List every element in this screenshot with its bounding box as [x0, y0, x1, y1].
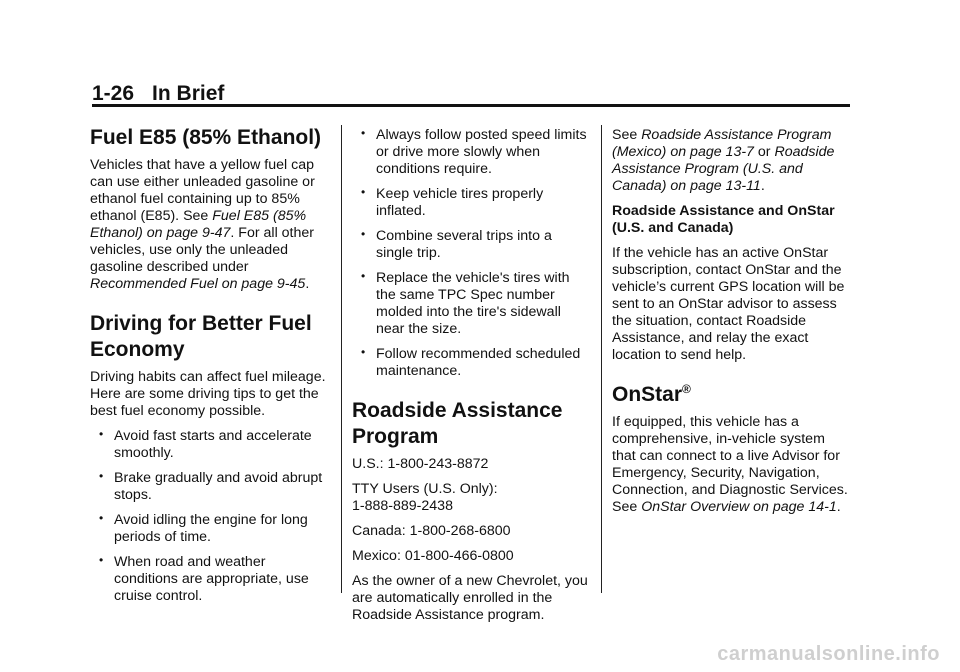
page-number: 1-26	[92, 82, 135, 105]
roadside-onstar-subheading: Roadside Assistance and OnStar (U.S. and Canada)	[612, 203, 835, 236]
column-2	[352, 127, 592, 632]
owner-paragraph: As the owner of a new Chevrolet, you are automatically enrolled in the Roadside Assistance program.	[352, 573, 588, 623]
list-item: • When road and weather conditions are appropriate, use cruise control.	[99, 553, 309, 604]
fuel-e85-paragraph: Vehicles that have a yellow fuel cap can use either unleaded gasoline or ethanol fuel containing up to 85% ethanol (E85). See Fuel E85 (85% Ethanol) on page 9-47. For all other vehicles, use only the unleaded gasoline described under Recommended Fuel on page 9-45.	[90, 157, 315, 292]
bullet-icon: •	[361, 345, 366, 359]
list-item: • Avoid idling the engine for long periods of time.	[99, 511, 308, 545]
driving-tips-list	[90, 428, 333, 605]
section-title: In Brief	[152, 82, 225, 105]
bullet-icon: •	[361, 227, 366, 241]
roadside-us-ref-link[interactable]: Roadside Assistance Program (U.S. and Canada) on page 13-11	[612, 144, 835, 194]
list-item: • Follow recommended scheduled maintenance.	[361, 345, 581, 379]
driving-tips-list-continued	[352, 127, 592, 380]
watermark: carmanualsonline.info	[717, 643, 940, 665]
list-item: • Replace the vehicle's tires with the same TPC Spec number molded into the tire's sidewall near the size.	[361, 269, 570, 337]
roadside-ref-paragraph: See Roadside Assistance Program (Mexico) on page 13-7 or Roadside Assistance Program (U.S. and Canada) on page 13-11.	[612, 127, 835, 194]
tty-phone: 1-888-889-2438	[352, 498, 453, 514]
driving-paragraph: Driving habits can affect fuel mileage. Here are some driving tips to get the best fuel economy possible.	[90, 369, 326, 419]
onstar-active-paragraph: If the vehicle has an active OnStar subscription, contact OnStar and the vehicle’s current GPS location will be sent to an OnStar advisor to assess the situation, contact Roadside Assistance, and relay the exact location to send help.	[612, 245, 845, 363]
column-1	[90, 125, 333, 613]
roadside-heading: Roadside Assistance Program	[352, 399, 563, 448]
us-phone: U.S.: 1-800-243-8872	[352, 456, 489, 472]
list-item: • Keep vehicle tires properly inflated.	[361, 185, 544, 219]
roadside-mexico-ref-link[interactable]: Roadside Assistance Program (Mexico) on page 13-7	[612, 127, 832, 160]
column-divider-2	[601, 125, 602, 593]
bullet-icon: •	[99, 427, 104, 441]
list-item: • Always follow posted speed limits or drive more slowly when conditions require.	[361, 126, 587, 177]
onstar-heading: OnStar®	[612, 382, 691, 406]
fuel-e85-ref-link[interactable]: Fuel E85 (85% Ethanol) on page 9-47	[90, 208, 307, 241]
registered-mark: ®	[682, 382, 691, 396]
fuel-e85-heading: Fuel E85 (85% Ethanol)	[90, 126, 322, 149]
bullet-icon: •	[99, 511, 104, 525]
bullet-icon: •	[361, 185, 366, 199]
onstar-overview-ref-link[interactable]: OnStar Overview on page 14-1	[641, 499, 837, 515]
canada-phone: Canada: 1-800-268-6800	[352, 523, 511, 539]
onstar-paragraph: If equipped, this vehicle has a comprehensive, in-vehicle system that can connect to a live Advisor for Emergency, Security, Navigation, Connection, and Diagnostic Services. See OnStar Overview on page 14-1.	[612, 414, 848, 515]
header-rule	[92, 104, 850, 107]
tty-phone-block	[352, 481, 592, 515]
list-item: • Combine several trips into a single trip.	[361, 227, 552, 261]
column-3	[612, 127, 852, 524]
list-item: • Brake gradually and avoid abrupt stops.	[99, 469, 323, 503]
bullet-icon: •	[361, 126, 366, 140]
bullet-icon: •	[361, 269, 366, 283]
list-item: • Avoid fast starts and accelerate smoothly.	[99, 427, 312, 461]
tty-label: TTY Users (U.S. Only):	[352, 481, 498, 497]
recommended-fuel-ref-link[interactable]: Recommended Fuel on page 9-45	[90, 276, 306, 292]
mexico-phone: Mexico: 01-800-466-0800	[352, 548, 514, 564]
driving-heading: Driving for Better Fuel Economy	[90, 312, 312, 361]
bullet-icon: •	[99, 469, 104, 483]
column-divider-1	[341, 125, 342, 593]
bullet-icon: •	[99, 553, 104, 567]
